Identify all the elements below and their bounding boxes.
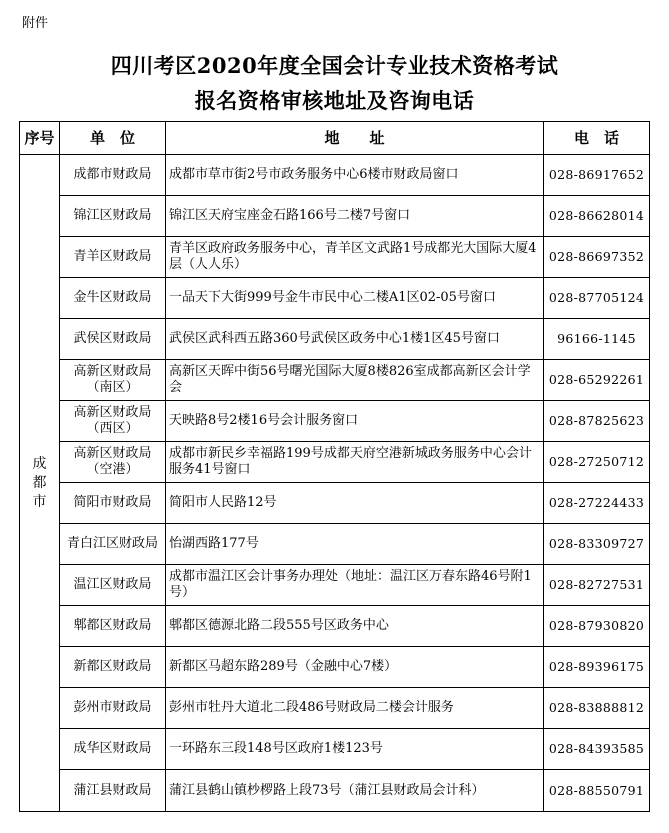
table-row xyxy=(20,278,650,319)
table-row xyxy=(20,196,650,237)
unit-cell: 成都市财政局 xyxy=(60,155,166,196)
region-cell xyxy=(20,155,60,812)
address-cell: 一品天下大街999号金牛市民中心二楼A1区02-05号窗口 xyxy=(166,278,544,319)
address-cell: 锦江区天府宝座金石路166号二楼7号窗口 xyxy=(166,196,544,237)
header-row xyxy=(20,122,650,155)
phone-cell: 028-84393585 xyxy=(544,729,650,770)
table-row xyxy=(20,647,650,688)
unit-cell: 彭州市财政局 xyxy=(60,688,166,729)
unit-cell: 高新区财政局（空港） xyxy=(60,442,166,483)
header-unit: 单 位 xyxy=(60,122,166,155)
phone-cell: 028-83888812 xyxy=(544,688,650,729)
header-phone: 电 话 xyxy=(544,122,650,155)
address-cell: 成都市温江区会计事务办理处（地址：温江区万春东路46号附1号） xyxy=(166,565,544,606)
unit-cell: 郫都区财政局 xyxy=(60,606,166,647)
unit-cell: 成华区财政局 xyxy=(60,729,166,770)
address-cell: 蒲江县鹤山镇杪椤路上段73号（蒲江县财政局会计科） xyxy=(166,770,544,812)
phone-cell: 96166-1145 xyxy=(544,319,650,360)
contact-table xyxy=(19,121,650,812)
phone-cell: 028-88550791 xyxy=(544,770,650,812)
unit-cell: 金牛区财政局 xyxy=(60,278,166,319)
phone-cell: 028-87705124 xyxy=(544,278,650,319)
table-row xyxy=(20,729,650,770)
phone-cell: 028-65292261 xyxy=(544,360,650,401)
address-cell: 武侯区武科西五路360号武侯区政务中心1楼1区45号窗口 xyxy=(166,319,544,360)
table-row xyxy=(20,442,650,483)
unit-cell: 青白江区财政局 xyxy=(60,524,166,565)
attachment-label: 附件 xyxy=(22,16,49,31)
table-row xyxy=(20,360,650,401)
address-cell: 成都市新民乡幸福路199号成都天府空港新城政务服务中心会计服务41号窗口 xyxy=(166,442,544,483)
table-row xyxy=(20,565,650,606)
document-title-line1: 四川考区2020年度全国会计专业技术资格考试 xyxy=(110,53,559,78)
document-title-line2: 报名资格审核地址及咨询电话 xyxy=(194,88,475,113)
phone-cell: 028-89396175 xyxy=(544,647,650,688)
table-row xyxy=(20,688,650,729)
address-cell: 高新区天晖中街56号曙光国际大厦8楼826室成都高新区会计学会 xyxy=(166,360,544,401)
table-row xyxy=(20,770,650,812)
header-seq: 序号 xyxy=(20,122,60,155)
phone-cell: 028-83309727 xyxy=(544,524,650,565)
phone-cell: 028-87825623 xyxy=(544,401,650,442)
table-row xyxy=(20,319,650,360)
table-row xyxy=(20,524,650,565)
phone-cell: 028-86628014 xyxy=(544,196,650,237)
address-cell: 天映路8号2楼16号会计服务窗口 xyxy=(166,401,544,442)
region-label: 成都市 xyxy=(32,455,47,510)
address-cell: 彭州市牡丹大道北二段486号财政局二楼会计服务 xyxy=(166,688,544,729)
table-row xyxy=(20,401,650,442)
phone-cell: 028-87930820 xyxy=(544,606,650,647)
unit-cell: 新都区财政局 xyxy=(60,647,166,688)
phone-cell: 028-27250712 xyxy=(544,442,650,483)
unit-cell: 锦江区财政局 xyxy=(60,196,166,237)
address-cell: 怡湖西路177号 xyxy=(166,524,544,565)
address-cell: 一环路东三段148号区政府1楼123号 xyxy=(166,729,544,770)
phone-cell: 028-86697352 xyxy=(544,237,650,278)
unit-cell: 蒲江县财政局 xyxy=(60,770,166,812)
address-cell: 新都区马超东路289号（金融中心7楼） xyxy=(166,647,544,688)
table-row xyxy=(20,606,650,647)
table-body xyxy=(20,155,650,812)
unit-cell: 高新区财政局（西区） xyxy=(60,401,166,442)
unit-cell: 武侯区财政局 xyxy=(60,319,166,360)
address-cell: 郫都区德源北路二段555号区政务中心 xyxy=(166,606,544,647)
address-cell: 简阳市人民路12号 xyxy=(166,483,544,524)
address-cell: 青羊区政府政务服务中心，青羊区文武路1号成都光大国际大厦4层（人人乐） xyxy=(166,237,544,278)
table-row xyxy=(20,483,650,524)
phone-cell: 028-82727531 xyxy=(544,565,650,606)
unit-cell: 温江区财政局 xyxy=(60,565,166,606)
phone-cell: 028-27224433 xyxy=(544,483,650,524)
table-row xyxy=(20,237,650,278)
unit-cell: 简阳市财政局 xyxy=(60,483,166,524)
phone-cell: 028-86917652 xyxy=(544,155,650,196)
header-address: 地 址 xyxy=(166,122,544,155)
table-row xyxy=(20,155,650,196)
unit-cell: 高新区财政局（南区） xyxy=(60,360,166,401)
unit-cell: 青羊区财政局 xyxy=(60,237,166,278)
address-cell: 成都市草市街2号市政务服务中心6楼市财政局窗口 xyxy=(166,155,544,196)
